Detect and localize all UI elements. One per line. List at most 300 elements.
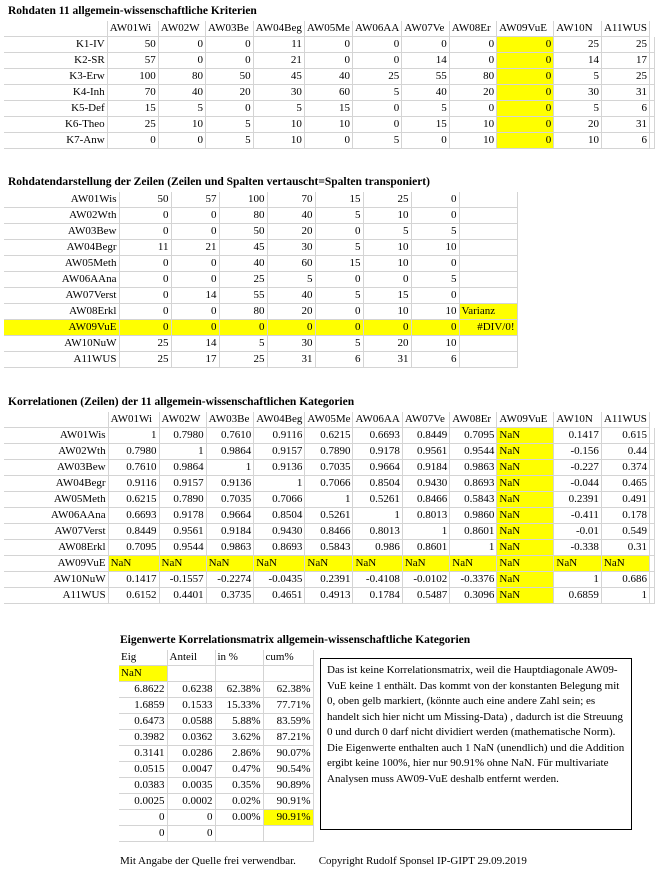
data-cell[interactable]: 40 [267,288,315,304]
data-cell[interactable]: 10 [411,336,459,352]
data-cell[interactable]: NaN [108,556,159,572]
data-cell[interactable]: NaN [159,556,206,572]
data-cell[interactable]: 0.8013 [353,524,402,540]
data-cell[interactable]: 80 [219,304,267,320]
data-cell[interactable]: NaN [497,572,554,588]
data-cell[interactable]: 0 [171,272,219,288]
column-header[interactable]: cum% [263,650,313,666]
data-cell[interactable]: 0.7980 [159,428,206,444]
data-cell[interactable]: 0 [315,224,363,240]
data-cell[interactable]: 0.9561 [159,524,206,540]
data-cell[interactable]: 55 [219,288,267,304]
data-cell[interactable]: 0 [119,208,171,224]
data-cell[interactable]: 0.1417 [108,572,159,588]
data-cell[interactable]: 0 [267,320,315,336]
row-label[interactable]: AW06AAna [4,508,108,524]
data-cell[interactable]: -0.4108 [353,572,402,588]
data-cell[interactable]: 0 [171,304,219,320]
data-cell[interactable]: NaN [305,556,353,572]
data-cell[interactable]: 0.8504 [254,508,305,524]
data-cell[interactable]: 0.9664 [353,460,402,476]
data-cell[interactable]: 0 [449,53,496,69]
empty-cell[interactable] [650,476,655,492]
empty-cell[interactable] [650,53,655,69]
data-cell[interactable]: 0.9178 [159,508,206,524]
data-cell[interactable]: NaN [497,444,554,460]
empty-cell[interactable] [459,256,517,272]
data-cell[interactable]: 0.3096 [450,588,497,604]
data-cell[interactable]: 15 [315,256,363,272]
row-label[interactable]: AW08Erkl [4,304,119,320]
data-cell[interactable]: 10 [253,117,304,133]
data-cell[interactable]: 40 [267,208,315,224]
empty-cell[interactable] [459,240,517,256]
data-cell[interactable]: 1 [305,492,353,508]
data-cell[interactable]: 0 [219,320,267,336]
data-cell[interactable]: 0.9664 [206,508,254,524]
data-cell[interactable]: 10 [363,256,411,272]
data-cell[interactable]: 0.8449 [108,524,159,540]
data-cell[interactable]: -0.0435 [254,572,305,588]
data-cell[interactable]: 40 [219,256,267,272]
empty-cell[interactable] [167,666,215,682]
data-cell[interactable]: 0.615 [601,428,649,444]
data-cell[interactable]: 45 [253,69,304,85]
data-cell[interactable]: 0.8013 [402,508,449,524]
data-cell[interactable]: 0 [411,192,459,208]
data-cell[interactable]: 0.9116 [108,476,159,492]
column-header[interactable]: AW07Ve [402,412,449,428]
data-cell[interactable]: 0 [206,53,254,69]
row-label[interactable]: A11WUS [4,588,108,604]
data-cell[interactable]: 0.0286 [167,746,215,762]
data-cell[interactable]: 5 [363,224,411,240]
data-cell[interactable]: 0 [363,272,411,288]
data-cell[interactable]: 17 [601,53,649,69]
corner-cell[interactable] [4,21,107,37]
data-cell[interactable]: 0 [304,37,352,53]
data-cell[interactable]: 0.8504 [353,476,402,492]
data-cell[interactable]: 0.9864 [206,444,254,460]
data-cell[interactable]: 15 [107,101,158,117]
data-cell[interactable]: NaN [601,556,649,572]
data-cell[interactable]: NaN [497,540,554,556]
data-cell[interactable]: 0 [304,133,352,149]
varianz-label[interactable]: Varianz [459,304,517,320]
data-cell[interactable]: 14 [171,288,219,304]
data-cell[interactable]: 5 [219,336,267,352]
data-cell[interactable]: 0.6215 [305,428,353,444]
data-cell[interactable]: 0.9430 [254,524,305,540]
data-cell[interactable]: 2.86% [215,746,263,762]
data-cell[interactable]: 10 [304,117,352,133]
data-cell[interactable]: 0 [167,810,215,826]
data-cell[interactable]: 10 [554,133,602,149]
data-cell[interactable] [215,826,263,842]
row-label[interactable]: A11WUS [4,352,119,368]
data-cell[interactable]: 0.7035 [206,492,254,508]
data-cell[interactable]: 25 [554,37,602,53]
data-cell[interactable]: 70 [267,192,315,208]
data-cell[interactable]: 100 [107,69,158,85]
data-cell[interactable] [263,826,313,842]
data-cell[interactable]: 1.6859 [119,698,167,714]
data-cell[interactable]: NaN [206,556,254,572]
column-header[interactable]: AW07Ve [402,21,450,37]
data-cell[interactable]: 0.3982 [119,730,167,746]
data-cell[interactable]: 31 [267,352,315,368]
data-cell[interactable]: 0.9544 [159,540,206,556]
data-cell[interactable]: 0.9178 [353,444,402,460]
data-cell[interactable]: 0.8601 [402,540,449,556]
empty-cell[interactable] [650,85,655,101]
data-cell[interactable]: 10 [411,304,459,320]
column-header[interactable]: AW09VuE [497,412,554,428]
data-cell[interactable]: 55 [402,69,450,85]
data-cell[interactable]: 50 [119,192,171,208]
row-label[interactable]: AW04Begr [4,476,108,492]
data-cell[interactable]: 0 [158,133,205,149]
data-cell[interactable]: 90.91% [263,794,313,810]
data-cell[interactable]: 60 [304,85,352,101]
column-header[interactable]: AW03Be [206,412,254,428]
data-cell[interactable]: 14 [402,53,450,69]
data-cell[interactable]: 25 [219,352,267,368]
column-header[interactable]: in % [215,650,263,666]
data-cell[interactable]: 0.31 [601,540,649,556]
data-cell[interactable]: 0 [171,256,219,272]
data-cell[interactable]: 0.5843 [450,492,497,508]
empty-cell[interactable] [650,540,655,556]
data-cell[interactable]: 80 [158,69,205,85]
data-cell[interactable]: 0 [497,117,554,133]
data-cell[interactable]: 20 [554,117,602,133]
data-cell[interactable]: 20 [267,224,315,240]
data-cell[interactable]: 70 [107,85,158,101]
data-cell[interactable]: 1 [206,460,254,476]
corner-cell[interactable] [4,412,108,428]
data-cell[interactable]: 5 [267,272,315,288]
data-cell[interactable]: 0.6238 [167,682,215,698]
data-cell[interactable]: 0.5261 [305,508,353,524]
data-cell[interactable]: 5 [158,101,205,117]
data-cell[interactable]: 0.7890 [159,492,206,508]
empty-cell[interactable] [650,133,655,149]
data-cell[interactable]: 0.6152 [108,588,159,604]
data-cell[interactable]: 21 [253,53,304,69]
data-cell[interactable]: 0.9863 [206,540,254,556]
data-cell[interactable]: 25 [119,352,171,368]
row-label[interactable]: AW02Wth [4,208,119,224]
data-cell[interactable]: 0 [119,810,167,826]
data-cell[interactable]: 0.44 [601,444,649,460]
data-cell[interactable]: 50 [107,37,158,53]
data-cell[interactable]: 15 [315,192,363,208]
data-cell[interactable]: 0.02% [215,794,263,810]
row-label[interactable]: K2-SR [4,53,107,69]
data-cell[interactable]: 0.7890 [305,444,353,460]
data-cell[interactable]: 20 [363,336,411,352]
empty-cell[interactable] [459,336,517,352]
row-label[interactable]: AW01Wis [4,428,108,444]
data-cell[interactable]: 0 [497,53,554,69]
row-label[interactable]: K4-Inh [4,85,107,101]
data-cell[interactable]: 0.9544 [450,444,497,460]
column-header[interactable]: AW09VuE [497,21,554,37]
data-cell[interactable]: 0.6473 [119,714,167,730]
data-cell[interactable]: 0.3735 [206,588,254,604]
row-label[interactable]: AW02Wth [4,444,108,460]
data-cell[interactable]: 1 [159,444,206,460]
data-cell[interactable]: 0.7980 [108,444,159,460]
row-label[interactable]: AW08Erkl [4,540,108,556]
data-cell[interactable]: -0.1557 [159,572,206,588]
row-label[interactable]: AW04Begr [4,240,119,256]
data-cell[interactable]: 0.8466 [305,524,353,540]
row-label[interactable]: AW09VuE [4,556,108,572]
empty-cell[interactable] [215,666,263,682]
data-cell[interactable]: 0.9136 [206,476,254,492]
column-header[interactable]: Anteil [167,650,215,666]
data-cell[interactable]: 0.1417 [554,428,602,444]
data-cell[interactable]: 5 [352,85,401,101]
data-cell[interactable]: 0.0035 [167,778,215,794]
data-cell[interactable]: 100 [219,192,267,208]
data-cell[interactable]: 0 [107,133,158,149]
data-cell[interactable]: 30 [267,240,315,256]
data-cell[interactable]: 31 [601,85,649,101]
data-cell[interactable]: 40 [304,69,352,85]
data-cell[interactable]: 0.374 [601,460,649,476]
data-cell[interactable]: 6 [601,101,649,117]
data-cell[interactable]: 87.21% [263,730,313,746]
empty-cell[interactable] [459,272,517,288]
data-cell[interactable]: 0 [411,320,459,336]
data-cell[interactable]: 0 [119,224,171,240]
data-cell[interactable]: 0.4651 [254,588,305,604]
data-cell[interactable]: 30 [554,85,602,101]
data-cell[interactable]: 20 [206,85,254,101]
data-cell[interactable]: 0.2391 [305,572,353,588]
data-cell[interactable]: 0.549 [601,524,649,540]
data-cell[interactable]: 0 [497,37,554,53]
data-cell[interactable]: 0.47% [215,762,263,778]
data-cell[interactable]: 60 [267,256,315,272]
data-cell[interactable]: 40 [158,85,205,101]
data-cell[interactable]: 5 [315,288,363,304]
empty-cell[interactable] [650,117,655,133]
data-cell[interactable]: -0.156 [554,444,602,460]
data-cell[interactable]: 0.4401 [159,588,206,604]
data-cell[interactable]: 11 [119,240,171,256]
data-cell[interactable]: 0.9430 [402,476,449,492]
data-cell[interactable]: 62.38% [215,682,263,698]
data-cell[interactable]: 57 [107,53,158,69]
data-cell[interactable]: 15 [402,117,450,133]
data-cell[interactable]: 0.8601 [450,524,497,540]
column-header[interactable]: AW10N [554,21,602,37]
data-cell[interactable]: -0.3376 [450,572,497,588]
data-cell[interactable]: 0 [497,85,554,101]
data-cell[interactable]: 17 [171,352,219,368]
data-cell[interactable]: 0 [119,272,171,288]
data-cell[interactable]: 0 [119,320,171,336]
data-cell[interactable]: 11 [253,37,304,53]
data-cell[interactable]: 5 [315,336,363,352]
column-header[interactable]: AW02W [158,21,205,37]
data-cell[interactable]: NaN [353,556,402,572]
data-cell[interactable]: 0 [411,208,459,224]
row-label[interactable]: K5-Def [4,101,107,117]
data-cell[interactable]: 10 [363,240,411,256]
data-cell[interactable]: 0 [402,37,450,53]
data-cell[interactable]: 10 [411,240,459,256]
data-cell[interactable]: 20 [267,304,315,320]
row-label[interactable]: AW06AAna [4,272,119,288]
data-cell[interactable]: 30 [253,85,304,101]
column-header[interactable]: AW05Me [305,412,353,428]
data-cell[interactable]: 80 [219,208,267,224]
data-cell[interactable]: NaN [254,556,305,572]
column-header[interactable]: AW01Wi [107,21,158,37]
data-cell[interactable]: 6 [315,352,363,368]
data-cell[interactable]: 1 [353,508,402,524]
data-cell[interactable]: 0 [171,224,219,240]
data-cell[interactable]: 0.9157 [159,476,206,492]
data-cell[interactable]: 0.9157 [254,444,305,460]
column-header[interactable]: A11WUS [601,412,649,428]
data-cell[interactable]: 0 [352,53,401,69]
data-cell[interactable]: 5 [554,101,602,117]
data-cell[interactable]: 0.986 [353,540,402,556]
data-cell[interactable]: 0 [497,133,554,149]
column-header[interactable]: AW10N [554,412,602,428]
data-cell[interactable]: 0 [206,101,254,117]
empty-cell[interactable] [459,208,517,224]
data-cell[interactable]: 0 [315,272,363,288]
data-cell[interactable]: 1 [554,572,602,588]
data-cell[interactable]: 25 [219,272,267,288]
data-cell[interactable]: 0.8693 [450,476,497,492]
data-cell[interactable]: 15.33% [215,698,263,714]
data-cell[interactable]: 31 [363,352,411,368]
data-cell[interactable]: -0.0102 [402,572,449,588]
data-cell[interactable]: 50 [219,224,267,240]
data-cell[interactable]: 0 [449,101,496,117]
data-cell[interactable]: 0.7610 [108,460,159,476]
data-cell[interactable]: 0 [158,37,205,53]
data-cell[interactable]: 0.9116 [254,428,305,444]
data-cell[interactable]: 90.54% [263,762,313,778]
data-cell[interactable]: 0.9136 [254,460,305,476]
data-cell[interactable]: 0.0588 [167,714,215,730]
data-cell[interactable]: 5 [253,101,304,117]
data-cell[interactable]: 0.1784 [353,588,402,604]
data-cell[interactable]: 40 [402,85,450,101]
data-cell[interactable]: 0.7610 [206,428,254,444]
data-cell[interactable]: 0.9860 [450,508,497,524]
row-label[interactable]: AW05Meth [4,492,108,508]
data-cell[interactable]: 5 [554,69,602,85]
row-label[interactable]: AW01Wis [4,192,119,208]
column-header[interactable]: AW01Wi [108,412,159,428]
data-cell[interactable]: 0 [315,320,363,336]
data-cell[interactable]: 31 [601,117,649,133]
data-cell[interactable]: 0.0002 [167,794,215,810]
row-label[interactable]: AW07Verst [4,288,119,304]
empty-cell[interactable] [650,556,655,572]
data-cell[interactable]: 0.00% [215,810,263,826]
data-cell[interactable]: 14 [171,336,219,352]
empty-cell[interactable] [650,460,655,476]
data-cell[interactable]: 0.4913 [305,588,353,604]
data-cell[interactable]: 0.9184 [206,524,254,540]
data-cell[interactable]: 25 [601,37,649,53]
empty-cell[interactable] [650,572,655,588]
data-cell[interactable]: 3.62% [215,730,263,746]
data-cell[interactable]: 30 [267,336,315,352]
data-cell[interactable]: NaN [497,428,554,444]
row-label[interactable]: K6-Theo [4,117,107,133]
data-cell[interactable]: 62.38% [263,682,313,698]
data-cell[interactable]: 50 [206,69,254,85]
data-cell[interactable]: 5 [411,272,459,288]
data-cell[interactable]: 0.6215 [108,492,159,508]
data-cell[interactable]: 5 [315,208,363,224]
row-label[interactable]: AW05Meth [4,256,119,272]
data-cell[interactable]: 90.91% [263,810,313,826]
data-cell[interactable]: 0.686 [601,572,649,588]
data-cell[interactable]: 0.9561 [402,444,449,460]
column-header[interactable]: AW02W [159,412,206,428]
column-header[interactable]: AW04Beg [254,412,305,428]
data-cell[interactable]: 0.9863 [450,460,497,476]
data-cell[interactable]: -0.411 [554,508,602,524]
data-cell[interactable]: 0 [352,101,401,117]
data-cell[interactable]: 1 [601,588,649,604]
data-cell[interactable]: 25 [119,336,171,352]
data-cell[interactable]: 1 [450,540,497,556]
data-cell[interactable]: 10 [449,133,496,149]
data-cell[interactable]: 1 [108,428,159,444]
data-cell[interactable]: NaN [497,492,554,508]
data-cell[interactable]: 14 [554,53,602,69]
data-cell[interactable]: 25 [363,192,411,208]
data-cell[interactable]: 5 [206,133,254,149]
data-cell[interactable]: 10 [363,304,411,320]
data-cell[interactable]: 0.2391 [554,492,602,508]
varianz-value[interactable]: #DIV/0! [459,320,517,336]
data-cell[interactable]: NaN [554,556,602,572]
data-cell[interactable]: 21 [171,240,219,256]
data-cell[interactable]: 6 [411,352,459,368]
nan-cell[interactable]: NaN [119,666,167,682]
data-cell[interactable]: 80 [449,69,496,85]
row-label[interactable]: K7-Anw [4,133,107,149]
data-cell[interactable]: 0.7066 [254,492,305,508]
empty-cell[interactable] [650,492,655,508]
data-cell[interactable]: 0.178 [601,508,649,524]
data-cell[interactable]: 10 [158,117,205,133]
data-cell[interactable]: NaN [497,556,554,572]
data-cell[interactable]: 0 [119,826,167,842]
data-cell[interactable]: 0.0025 [119,794,167,810]
data-cell[interactable]: -0.227 [554,460,602,476]
data-cell[interactable]: 1 [254,476,305,492]
empty-cell[interactable] [459,288,517,304]
data-cell[interactable]: 0 [171,320,219,336]
row-label[interactable]: AW10NuW [4,336,119,352]
